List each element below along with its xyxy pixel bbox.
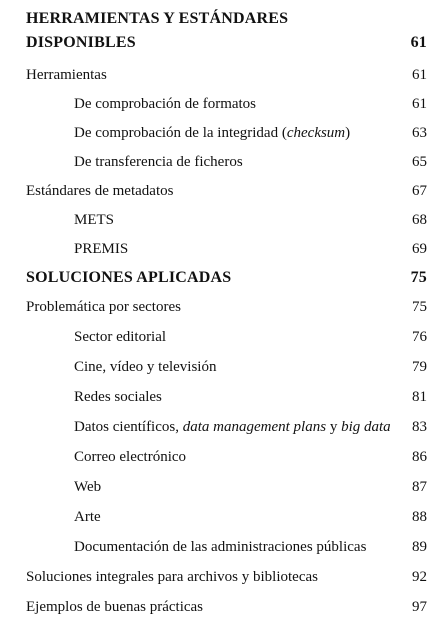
toc-entry-page: 67 [412,183,427,199]
toc-entry-page: 86 [412,449,427,465]
toc-entry-title: Estándares de metadatos [26,183,174,199]
toc-entry[interactable] [0,562,435,588]
toc-entry-page: 97 [412,599,427,615]
section-page-number: 75 [410,269,427,286]
toc-entry-title: METS [74,212,115,228]
toc-entry-page: 81 [412,389,427,405]
toc-entry-title: Herramientas [26,67,107,83]
toc-entry-page: 76 [412,329,427,345]
toc-entry-page: 92 [412,569,427,585]
toc-entry-page: 87 [412,479,427,495]
toc-subentry[interactable] [0,234,435,260]
toc-entry-title: Web [74,479,102,495]
toc-section-heading[interactable] [0,263,435,289]
toc-subentry[interactable] [0,442,435,468]
toc-section-heading[interactable] [0,0,435,56]
toc-entry-title: De transferencia de ficheros [74,154,243,170]
toc-entry-page: 68 [412,212,427,228]
section-page-number: 61 [410,34,427,51]
toc-entry-page: 69 [412,241,427,257]
toc-entry-title: Arte [74,509,101,525]
toc-entry-title: Ejemplos de buenas prácticas [26,599,204,615]
toc-entry-title: Soluciones integrales para archivos y bibliotecas [26,569,318,585]
toc-subentry[interactable] [0,412,435,438]
toc-subentry[interactable] [0,502,435,528]
toc-subentry[interactable] [0,118,435,144]
toc-entry-title: Redes sociales [74,389,162,405]
toc-entry-title: Sector editorial [74,329,167,345]
toc-subentry[interactable] [0,382,435,408]
toc-subentry[interactable] [0,352,435,378]
toc-entry-page: 79 [412,359,427,375]
toc-entry-title: Datos científicos, data management plans y big data [74,419,391,435]
toc-entry-page: 65 [412,154,427,170]
toc-subentry[interactable] [0,89,435,115]
toc-subentry[interactable] [0,532,435,558]
toc-entry-title: De comprobación de la integridad (checksum) [74,125,351,141]
toc-entry[interactable] [0,292,435,318]
toc-entry-page: 63 [412,125,427,141]
toc-entry-title: Problemática por sectores [26,299,181,315]
section-heading-line1: HERRAMIENTAS Y ESTÁNDARES [26,10,289,27]
toc-entry-page: 89 [412,539,427,555]
toc-subentry[interactable] [0,322,435,348]
toc-entry-page: 75 [412,299,427,315]
toc-entry-page: 61 [412,67,427,83]
toc-subentry[interactable] [0,472,435,498]
toc-subentry[interactable] [0,205,435,231]
toc-entry[interactable] [0,176,435,202]
toc-entry-page: 83 [412,419,427,435]
toc-entry-title: Documentación de las administraciones públicas [74,539,367,555]
toc-subentry[interactable] [0,147,435,173]
toc-entry-page: 61 [412,96,427,112]
section-heading: SOLUCIONES APLICADAS [26,269,232,286]
toc-entry-title: De comprobación de formatos [74,96,257,112]
toc-entry[interactable] [0,592,435,618]
toc-entry-title: Correo electrónico [74,449,187,465]
toc-entry-page: 88 [412,509,427,525]
section-heading-line2: DISPONIBLES [26,34,136,51]
toc-entry[interactable] [0,60,435,86]
toc-entry-title: Cine, vídeo y televisión [74,359,217,375]
toc-entry-title: PREMIS [74,241,129,257]
